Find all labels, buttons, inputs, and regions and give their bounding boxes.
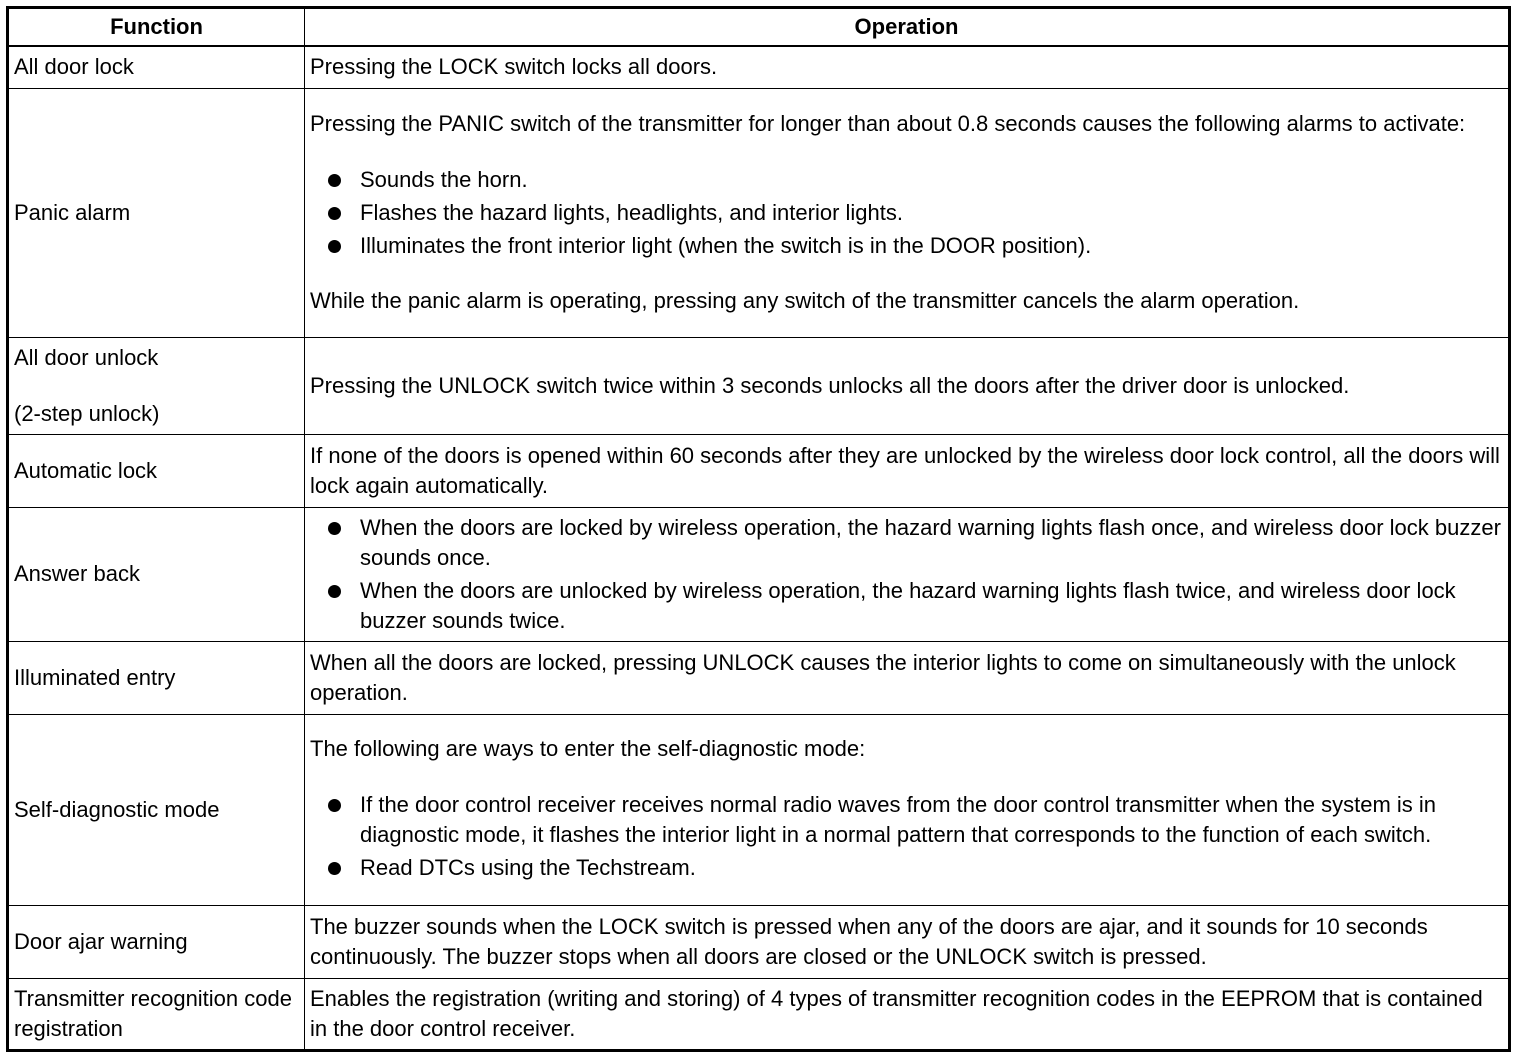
bullet-icon [328,240,341,253]
function-cell: Transmitter recognition code registration [8,978,305,1050]
function-cell: Automatic lock [8,435,305,507]
column-header-function: Function [8,8,305,47]
column-header-operation: Operation [305,8,1510,47]
table-header-row [8,8,1510,47]
bullet-list [310,513,1503,636]
list-item [310,790,1503,850]
paragraph: While the panic alarm is operating, pressing any switch of the transmitter cancels the alarm operation. [310,288,1300,314]
bullet-icon [328,174,341,187]
operation-cell [305,88,1510,337]
table-row [8,978,1510,1050]
bullet-icon [328,585,341,598]
list-item-text: When the doors are unlocked by wireless operation, the hazard warning lights flash twice, and wireless door lock buzzer sounds twice. [360,577,1456,633]
list-item-text: Sounds the horn. [360,167,528,193]
function-line: All door unlock [14,345,159,370]
operation-cell: Enables the registration (writing and storing) of 4 types of transmitter recognition codes in the EEPROM that is contained in the door control receiver. [305,978,1510,1050]
table-row [8,642,1510,715]
table-row [8,46,1510,88]
function-cell: All door lock [8,46,305,88]
operation-cell [305,715,1510,906]
table-row [8,435,1510,507]
table-row [8,507,1510,642]
operation-cell: Pressing the LOCK switch locks all doors. [305,46,1510,88]
function-cell: Answer back [8,507,305,642]
list-item-text: If the door control receiver receives normal radio waves from the door control transmitter when the system is in diagnostic mode, it flashes the interior light in a normal pattern that corresponds to the function of each switch. [360,792,1437,848]
list-item [310,231,1503,261]
bullet-list [310,790,1503,883]
list-item [310,513,1503,573]
bullet-icon [328,207,341,220]
bullet-icon [328,522,341,535]
operation-cell: Pressing the UNLOCK switch twice within 3 seconds unlocks all the doors after the driver door is unlocked. [305,337,1510,434]
table-row [8,715,1510,906]
list-item [310,198,1503,228]
function-cell: Door ajar warning [8,906,305,978]
bullet-icon [328,799,341,812]
table-row [8,88,1510,337]
paragraph: The following are ways to enter the self-diagnostic mode: [310,736,866,762]
list-item-text: Illuminates the front interior light (when the switch is in the DOOR position). [360,233,1092,259]
paragraph: Pressing the PANIC switch of the transmitter for longer than about 0.8 seconds causes the following alarms to activate: [310,111,1466,137]
operation-cell: When all the doors are locked, pressing UNLOCK causes the interior lights to come on simultaneously with the unlock operation. [305,642,1510,715]
function-line: (2-step unlock) [14,401,160,426]
list-item [310,165,1503,195]
operation-cell [305,507,1510,642]
function-operation-table [6,6,1511,1052]
function-cell [8,337,305,434]
list-item-text: When the doors are locked by wireless operation, the hazard warning lights flash once, and wireless door lock buzzer sounds once. [360,514,1501,570]
function-cell: Illuminated entry [8,642,305,715]
table-row [8,906,1510,978]
list-item [310,853,1503,883]
operation-cell: The buzzer sounds when the LOCK switch is pressed when any of the doors are ajar, and it sounds for 10 seconds continuously. The buzzer stops when all doors are closed or the UNLOCK switch is pressed. [305,906,1510,978]
list-item-text: Read DTCs using the Techstream. [360,855,696,881]
function-cell: Self-diagnostic mode [8,715,305,906]
operation-cell: If none of the doors is opened within 60 seconds after they are unlocked by the wireless door lock control, all the doors will lock again automatically. [305,435,1510,507]
function-cell: Panic alarm [8,88,305,337]
table-row [8,337,1510,434]
bullet-icon [328,862,341,875]
list-item-text: Flashes the hazard lights, headlights, and interior lights. [360,200,903,226]
list-item [310,576,1503,636]
bullet-list [310,165,1503,261]
